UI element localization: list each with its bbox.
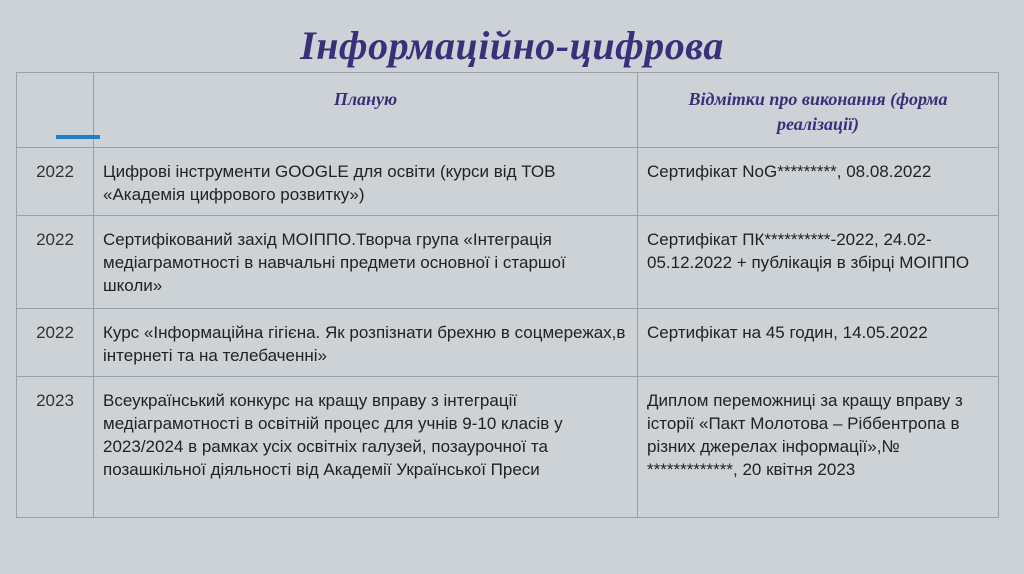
table-row [17, 377, 999, 518]
marks-cell: Сертифікат ПК**********-2022, 24.02-05.12.2022 + публікація в збірці МОІППО [638, 216, 999, 309]
table-row [17, 148, 999, 216]
header-marks-cell [638, 73, 999, 148]
marks-cell: Диплом переможниці за кращу вправу з історії «Пакт Молотова – Ріббентропа в різних джерелах інформації»,№ *************, 20 квітня 2023 [638, 377, 999, 518]
header-plan-cell [94, 73, 638, 148]
table-row [17, 309, 999, 377]
year-cell: 2023 [17, 377, 94, 518]
table-header-row [17, 73, 999, 148]
year-cell: 2022 [17, 148, 94, 216]
marks-cell: Сертифікат на 45 годин, 14.05.2022 [638, 309, 999, 377]
year-cell: 2022 [17, 309, 94, 377]
header-marks-label: Відмітки про виконання (форма реалізації) [688, 89, 948, 134]
plan-cell: Всеукраїнський конкурс на кращу вправу з інтеграції медіаграмотності в освітній процес для учнів 9-10 класів у 2023/2024 в рамках усіх освітніх галузей, позаурочної та позашкільної діяльності від Академії Української Преси [94, 377, 638, 518]
year-cell: 2022 [17, 216, 94, 309]
plan-cell: Сертифікований захід МОІППО.Творча група «Інтеграція медіаграмотності в навчальні предмети основної і старшої школи» [94, 216, 638, 309]
table-row [17, 216, 999, 309]
plan-cell: Курс «Інформаційна гігієна. Як розпізнати брехню в соцмережах,в інтернеті та на телебаченні» [94, 309, 638, 377]
marks-cell: Сертифікат NoG*********, 08.08.2022 [638, 148, 999, 216]
plan-table [16, 72, 999, 518]
slide-title: Інформаційно-цифрова [300, 23, 724, 68]
accent-bar [56, 135, 100, 139]
plan-cell: Цифрові інструменти GOOGLE для освіти (курси від ТОВ «Академія цифрового розвитку») [94, 148, 638, 216]
header-plan-label: Планую [333, 89, 398, 109]
header-year-cell [17, 73, 94, 148]
